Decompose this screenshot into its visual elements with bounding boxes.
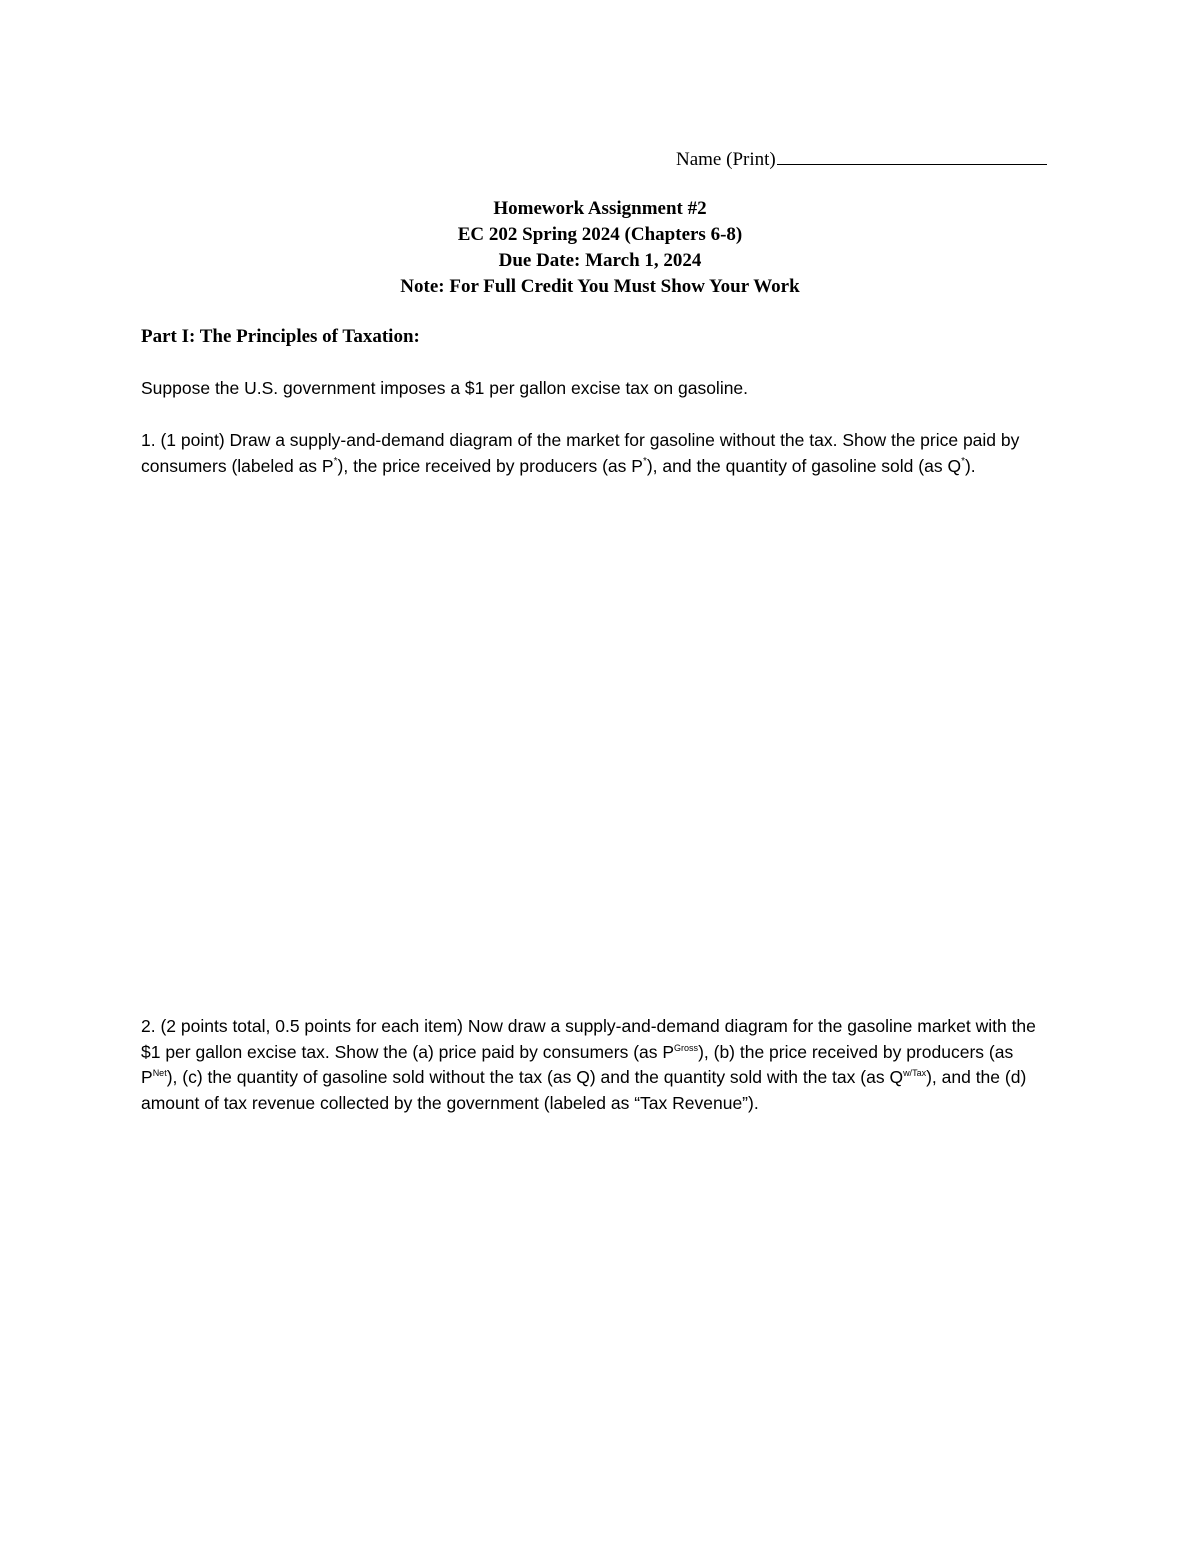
note-line: Note: For Full Credit You Must Show Your Work <box>400 276 800 297</box>
q1-sup-a: * <box>333 455 338 467</box>
q2-answer-space <box>141 1150 1041 1530</box>
q2-text-b: ), (b) the price received by producers (as P <box>141 1041 1014 1087</box>
question-1 <box>141 428 1041 479</box>
course-line: EC 202 Spring 2024 (Chapters 6-8) <box>457 224 743 245</box>
q1-text-d: ). <box>964 455 976 476</box>
q2-text-d: ), and the (d) amount of tax revenue collected by the government (labeled as “Tax Revenue”). <box>141 1067 1027 1113</box>
intro-paragraph: Suppose the U.S. government imposes a $1 per gallon excise tax on gasoline. <box>141 378 749 398</box>
name-blank-line <box>777 146 1047 165</box>
q2-text-a: 2. (2 points total, 0.5 points for each item) Now draw a supply-and-demand diagram for the gasoline market with the $1 per gallon excise tax. Show the (a) price paid by consumers (as P <box>141 1016 1036 1062</box>
q1-text-c: ), and the quantity of gasoline sold (as Q <box>646 455 962 476</box>
assignment-header <box>0 196 1200 300</box>
q2-sup-a: Gross <box>674 1042 699 1053</box>
q1-sup-b: * <box>642 455 647 467</box>
question-2 <box>141 1014 1041 1116</box>
q1-text-a: 1. (1 point) Draw a supply-and-demand diagram of the market for gasoline without the tax. Show the price paid by consumers (labeled as P <box>141 430 1020 476</box>
q2-sup-b: Net <box>152 1068 167 1079</box>
name-print-label: Name (Print) <box>676 149 776 170</box>
q2-text-c: ), (c) the quantity of gasoline sold without the tax (as Q) and the quantity sold with the tax (as Q <box>166 1067 904 1087</box>
due-date-line: Due Date: March 1, 2024 <box>498 250 702 271</box>
q1-text-b: ), the price received by producers (as P <box>337 455 643 476</box>
name-print-field <box>676 146 1047 171</box>
q1-sup-c: * <box>961 455 965 467</box>
assignment-title: Homework Assignment #2 <box>493 198 707 219</box>
part1-heading: Part I: The Principles of Taxation: <box>141 326 420 347</box>
q2-sup-c: w/Tax <box>903 1068 927 1079</box>
q1-answer-space <box>141 510 1041 1000</box>
